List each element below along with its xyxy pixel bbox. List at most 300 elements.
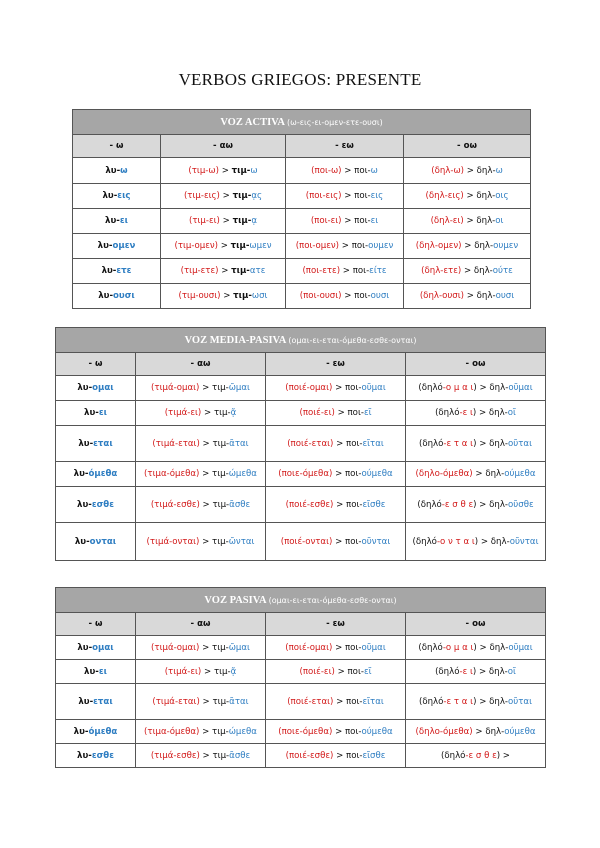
cell-text: (ποιε-όμεθα) — [278, 726, 333, 737]
cell-text: (δηλό — [417, 499, 442, 510]
cell-text: οῦμαι — [361, 642, 386, 653]
table-title — [56, 328, 546, 353]
cell-text: τιμ- — [230, 241, 250, 251]
cell-text: εῖσθε — [362, 750, 386, 761]
table-subtitle: (ω-εις-ει-ομεν-ετε-ουσι) — [287, 117, 383, 127]
table-cell-form — [56, 744, 136, 768]
cell-text: ) > δηλ- — [473, 438, 509, 449]
cell-text: ωμεν — [249, 241, 272, 251]
table-title — [73, 110, 531, 135]
cell-text: (δηλ-ομεν) — [415, 241, 462, 251]
cell-text: -ο μ α ι — [442, 642, 474, 653]
cell-text: ουμεν — [368, 241, 394, 251]
cell-text: ῶμαι — [228, 642, 250, 653]
cell-text: (δηλό — [419, 696, 444, 707]
table-row — [73, 259, 531, 284]
voz-activa-table — [72, 109, 531, 309]
cell-text: ουσι — [113, 291, 135, 301]
cell-text: λυ- — [78, 438, 94, 449]
cell-text: ) > δηλ- — [473, 642, 509, 653]
cell-text: > τιμ- — [199, 536, 229, 547]
cell-text: ῶμαι — [228, 383, 250, 393]
cell-text: > ποι- — [333, 438, 363, 449]
table-cell-form — [56, 523, 136, 561]
cell-text: > ποι- — [332, 383, 362, 393]
cell-text: > ποι- — [334, 666, 364, 677]
cell-text: (ποι-ομεν) — [295, 241, 340, 251]
cell-text: (δηλό — [441, 750, 466, 761]
table-cell-contraction — [286, 284, 404, 309]
cell-text: λυ- — [74, 536, 90, 547]
cell-text: -ε τ α ι — [443, 696, 474, 707]
cell-text: ουσι — [495, 291, 515, 301]
cell-text: ᾳ — [251, 216, 257, 226]
cell-text: (ποιέ-εσθε) — [285, 499, 334, 510]
table-cell-contraction — [161, 184, 286, 209]
cell-text: > ποι- — [341, 291, 371, 301]
cell-text: τιμ- — [233, 291, 252, 301]
cell-text: > — [219, 216, 233, 226]
cell-text: οῦμαι — [508, 642, 533, 653]
table-title-row — [56, 328, 546, 353]
cell-text: οῦνται — [361, 536, 391, 547]
table-cell-contraction — [161, 209, 286, 234]
page-title: VERBOS GRIEGOS: PRESENTE — [178, 70, 422, 89]
cell-text: > ποι- — [340, 266, 370, 276]
table-cell-form — [73, 158, 161, 184]
cell-text: οῦμαι — [508, 383, 533, 393]
table-cell-contraction — [406, 744, 546, 768]
cell-text: (τιμ-ουσι) — [178, 291, 221, 301]
table-cell-contraction — [266, 426, 406, 462]
cell-text: (ποιέ-ει) — [299, 408, 335, 418]
cell-text: ω — [495, 165, 503, 176]
cell-text: ᾶται — [229, 696, 249, 707]
cell-text: όμεθα — [88, 469, 118, 479]
cell-text: (δηλ-εις) — [425, 191, 464, 201]
table-cell-form — [56, 684, 136, 720]
table-cell-form — [56, 401, 136, 426]
cell-text: > δηλ- — [463, 191, 496, 201]
table-row — [56, 462, 546, 487]
cell-text: λυ- — [105, 216, 120, 226]
column-header: - οω — [404, 135, 531, 158]
cell-text: λυ- — [77, 383, 93, 393]
cell-text: οῦνται — [509, 536, 539, 547]
cell-text: ομεν — [112, 241, 136, 251]
cell-text: εις — [370, 191, 384, 201]
table-subtitle: (ομαι-ει-εται-όμεθα-εσθε-ονται) — [268, 595, 397, 605]
cell-text: (δηλο-όμεθα) — [415, 726, 473, 737]
cell-text: λυ- — [102, 191, 118, 201]
column-header: - οω — [406, 613, 546, 636]
table-cell-contraction — [406, 376, 546, 401]
cell-text: ονται — [89, 536, 117, 547]
table-cell-form — [56, 462, 136, 487]
cell-text: ) > — [496, 750, 511, 761]
table-cell-contraction — [266, 744, 406, 768]
cell-text: (ποιέ-εσθε) — [285, 750, 334, 761]
table-cell-contraction — [406, 636, 546, 660]
table-cell-contraction — [406, 401, 546, 426]
cell-text: ουμεν — [493, 241, 519, 251]
cell-text: (δηλο-όμεθα) — [415, 469, 473, 479]
cell-text: οῖ — [507, 666, 516, 677]
cell-text: > τιμ- — [199, 499, 230, 510]
cell-text: -ε ι — [459, 408, 473, 418]
table-cell-contraction — [266, 376, 406, 401]
table-row — [56, 401, 546, 426]
table-cell-form — [73, 184, 161, 209]
table-cell-contraction — [406, 426, 546, 462]
cell-text: ᾶται — [229, 438, 249, 449]
table-cell-contraction — [286, 158, 404, 184]
cell-text: ομαι — [92, 383, 114, 393]
column-header: - αω — [161, 135, 286, 158]
table-cell-contraction — [404, 209, 531, 234]
cell-text: (ποι-εις) — [305, 191, 342, 201]
table-cell-contraction — [406, 720, 546, 744]
cell-text: (δηλ-ουσι) — [419, 291, 465, 301]
cell-text: ωσι — [251, 291, 268, 301]
table-cell-contraction — [286, 234, 404, 259]
cell-text: -ε σ θ ε — [465, 750, 497, 761]
cell-text: (τιμά-εται) — [152, 696, 200, 707]
cell-text: ετε — [116, 266, 132, 276]
table-cell-contraction — [266, 720, 406, 744]
cell-text: > — [219, 191, 233, 201]
cell-text: (τιμά-ει) — [164, 408, 202, 418]
cell-text: τιμ- — [232, 216, 252, 226]
cell-text: ᾷ — [230, 666, 237, 677]
cell-text: λυ- — [98, 291, 114, 301]
table-header-row — [56, 353, 546, 376]
column-header: - ω — [73, 135, 161, 158]
table-cell-form — [73, 234, 161, 259]
cell-text: > ποι- — [332, 469, 362, 479]
cell-text: εται — [93, 696, 113, 707]
cell-text: (δηλό — [435, 666, 460, 677]
cell-text: (δηλό — [412, 536, 437, 547]
table-cell-contraction — [266, 523, 406, 561]
cell-text: λυ- — [101, 266, 117, 276]
table-cell-contraction — [266, 487, 406, 523]
cell-text: (τιμά-ονται) — [146, 536, 200, 547]
table-title-row — [73, 110, 531, 135]
cell-text: > τιμ- — [199, 750, 230, 761]
cell-text: -ε σ θ ε — [441, 499, 474, 510]
table-cell-contraction — [161, 234, 286, 259]
table-cell-contraction — [136, 744, 266, 768]
cell-text: > δηλ- — [464, 165, 496, 176]
table-cell-contraction — [161, 158, 286, 184]
cell-text: > δηλ- — [461, 266, 493, 276]
cell-text: > — [218, 241, 231, 251]
cell-text: λυ- — [84, 666, 99, 677]
cell-text: ω — [370, 165, 378, 176]
table-row — [56, 744, 546, 768]
table-title-text: VOZ PASIVA — [204, 594, 266, 606]
cell-text: > ποι- — [333, 499, 363, 510]
cell-text: τιμ- — [232, 191, 252, 201]
cell-text: (ποιέ-ονται) — [280, 536, 333, 547]
cell-text: (δηλό — [418, 383, 443, 393]
cell-text: ᾶσθε — [229, 750, 251, 761]
cell-text: -ο μ α ι — [442, 383, 474, 393]
table-cell-contraction — [136, 426, 266, 462]
cell-text: λυ- — [77, 499, 92, 510]
cell-text: > τιμ- — [199, 696, 230, 707]
cell-text: λυ- — [105, 165, 121, 176]
cell-text: > τιμ- — [201, 408, 231, 418]
cell-text: > ποι- — [332, 536, 362, 547]
cell-text: ούμεθα — [361, 469, 393, 479]
table-cell-contraction — [136, 462, 266, 487]
cell-text: ει — [119, 216, 128, 226]
cell-text: > τιμ- — [199, 438, 230, 449]
table-cell-contraction — [161, 259, 286, 284]
column-header: - εω — [286, 135, 404, 158]
table-cell-contraction — [404, 184, 531, 209]
table-cell-contraction — [286, 209, 404, 234]
cell-text: εῖται — [362, 438, 384, 449]
table-subtitle: (ομαι-ει-εται-όμεθα-εσθε-ονται) — [288, 335, 417, 345]
cell-text: ) > δηλ- — [473, 696, 509, 707]
table-row — [73, 184, 531, 209]
table-cell-contraction — [136, 636, 266, 660]
cell-text: > τιμ- — [199, 469, 229, 479]
table-cell-contraction — [406, 660, 546, 684]
cell-text: -ε τ α ι — [443, 438, 474, 449]
cell-text: (τιμ-εις) — [183, 191, 220, 201]
cell-text: (ποι-ω) — [311, 165, 342, 176]
table-cell-form — [73, 259, 161, 284]
cell-text: ω — [250, 165, 258, 176]
cell-text: (τιμα-όμεθα) — [144, 726, 200, 737]
table-cell-contraction — [286, 259, 404, 284]
cell-text: > — [218, 165, 232, 176]
cell-text: λυ- — [77, 750, 92, 761]
cell-text: -ο ν τ α ι — [436, 536, 475, 547]
cell-text: (ποιέ-εται) — [287, 438, 334, 449]
table-cell-contraction — [136, 523, 266, 561]
cell-text: ούμεθα — [504, 726, 536, 737]
cell-text: εται — [93, 438, 113, 449]
cell-text: > — [220, 291, 234, 301]
cell-text: εῖ — [363, 408, 372, 418]
cell-text: (τιμ-ει) — [189, 216, 220, 226]
cell-text: ω — [120, 165, 128, 176]
table-cell-form — [56, 720, 136, 744]
cell-text: ) > δηλ- — [473, 383, 509, 393]
table-row — [56, 376, 546, 401]
cell-text: ) > δηλ- — [472, 666, 508, 677]
cell-text: > δηλ- — [463, 216, 496, 226]
table-row — [73, 158, 531, 184]
table-title — [56, 588, 546, 613]
cell-text: λυ- — [84, 408, 99, 418]
cell-text: (τιμά-ομαι) — [151, 383, 200, 393]
table-title-text: VOZ ACTIVA — [220, 116, 285, 128]
cell-text: > δηλ- — [472, 469, 505, 479]
cell-text: (τιμ-ω) — [188, 165, 219, 176]
cell-text: (δηλό — [419, 438, 444, 449]
cell-text: (τιμ-ετε) — [180, 266, 219, 276]
cell-text: (τιμά-εσθε) — [150, 750, 200, 761]
table-cell-contraction — [266, 684, 406, 720]
table-title-text: VOZ MEDIA-PASIVA — [184, 334, 286, 346]
cell-text: (τιμα-όμεθα) — [144, 469, 200, 479]
cell-text: > ποι- — [339, 241, 369, 251]
cell-text: ) > δηλ- — [474, 536, 510, 547]
cell-text: οις — [495, 191, 509, 201]
table-cell-contraction — [286, 184, 404, 209]
cell-text: (δηλ-ει) — [430, 216, 464, 226]
table-cell-contraction — [266, 462, 406, 487]
cell-text: (ποιέ-ει) — [299, 666, 335, 677]
table-header-row — [73, 135, 531, 158]
cell-text: (δηλό — [418, 642, 443, 653]
cell-text: εσθε — [91, 499, 114, 510]
cell-text: > τιμ- — [199, 642, 229, 653]
table-cell-contraction — [161, 284, 286, 309]
cell-text: ᾷ — [230, 408, 237, 418]
cell-text: λυ- — [78, 696, 94, 707]
column-header: - αω — [136, 353, 266, 376]
table-cell-contraction — [404, 158, 531, 184]
cell-text: λυ- — [97, 241, 113, 251]
cell-text: > ποι- — [332, 726, 362, 737]
column-header: - ω — [56, 613, 136, 636]
table-cell-contraction — [136, 720, 266, 744]
cell-text: (τιμ-ομεν) — [174, 241, 218, 251]
cell-text: (ποι-ει) — [310, 216, 342, 226]
table-row — [56, 720, 546, 744]
table-row — [56, 684, 546, 720]
cell-text: > ποι- — [333, 696, 363, 707]
cell-text: ώμεθα — [228, 469, 257, 479]
cell-text: > ποι- — [334, 408, 364, 418]
table-cell-contraction — [404, 259, 531, 284]
column-header: - εω — [266, 353, 406, 376]
table-cell-form — [56, 636, 136, 660]
cell-text: ουσι — [370, 291, 390, 301]
voz-pasiva-table — [55, 587, 546, 768]
cell-text: εις — [117, 191, 131, 201]
table-row — [73, 209, 531, 234]
cell-text: (τιμά-εσθε) — [150, 499, 200, 510]
cell-text: > ποι- — [341, 216, 371, 226]
cell-text: λυ- — [73, 469, 89, 479]
voz-media-pasiva-table — [55, 327, 546, 561]
table-cell-contraction — [404, 284, 531, 309]
column-header: - εω — [266, 613, 406, 636]
cell-text: τιμ- — [231, 266, 250, 276]
cell-text: > δηλ- — [464, 291, 496, 301]
cell-text: (ποιέ-ομαι) — [285, 642, 333, 653]
cell-text: > τιμ- — [199, 383, 229, 393]
cell-text: ούμεθα — [361, 726, 393, 737]
table-row — [73, 234, 531, 259]
cell-text: οῦται — [508, 438, 533, 449]
table-row — [56, 660, 546, 684]
cell-text: ᾳς — [251, 191, 263, 201]
cell-text: εῖ — [363, 666, 372, 677]
cell-text: (τιμά-ει) — [164, 666, 202, 677]
cell-text: ει — [370, 216, 379, 226]
table-cell-contraction — [266, 401, 406, 426]
table-cell-form — [73, 209, 161, 234]
table-header-row — [56, 613, 546, 636]
cell-text: > — [218, 266, 232, 276]
cell-text: ῶνται — [228, 536, 255, 547]
column-header: - αω — [136, 613, 266, 636]
table-cell-contraction — [406, 523, 546, 561]
cell-text: (ποιέ-ομαι) — [285, 383, 333, 393]
cell-text: ατε — [249, 266, 266, 276]
cell-text: (ποιε-όμεθα) — [278, 469, 333, 479]
table-cell-contraction — [404, 234, 531, 259]
table-cell-contraction — [136, 660, 266, 684]
cell-text: ώμεθα — [228, 726, 257, 737]
table-cell-contraction — [136, 376, 266, 401]
cell-text: όμεθα — [88, 726, 118, 737]
table-cell-form — [56, 487, 136, 523]
cell-text: > ποι- — [333, 750, 363, 761]
table-cell-contraction — [136, 684, 266, 720]
table-cell-form — [56, 376, 136, 401]
cell-text: > τιμ- — [201, 666, 231, 677]
cell-text: ) > δηλ- — [472, 408, 508, 418]
table-cell-contraction — [406, 487, 546, 523]
cell-text: ᾶσθε — [229, 499, 251, 510]
cell-text: οῦσθε — [508, 499, 534, 510]
table-row — [73, 284, 531, 309]
cell-text: ει — [98, 666, 107, 677]
cell-text: -ε ι — [459, 666, 473, 677]
table-cell-form — [56, 660, 136, 684]
table-title-row — [56, 588, 546, 613]
cell-text: ει — [98, 408, 107, 418]
table-cell-contraction — [266, 660, 406, 684]
cell-text: είτε — [369, 266, 387, 276]
cell-text: (δηλ-ετε) — [421, 266, 462, 276]
cell-text: εσθε — [91, 750, 114, 761]
cell-text: (ποι-ουσι) — [299, 291, 342, 301]
cell-text: λυ- — [77, 642, 93, 653]
cell-text: ούτε — [492, 266, 513, 276]
cell-text: > ποι- — [341, 165, 371, 176]
cell-text: (δηλ-ω) — [431, 165, 465, 176]
cell-text: > ποι- — [332, 642, 362, 653]
table-cell-contraction — [266, 636, 406, 660]
table-row — [56, 487, 546, 523]
cell-text: (τιμά-εται) — [152, 438, 200, 449]
cell-text: εῖται — [362, 696, 384, 707]
cell-text: (δηλό — [435, 408, 460, 418]
cell-text: (ποιέ-εται) — [287, 696, 334, 707]
cell-text: ούμεθα — [504, 469, 536, 479]
table-cell-contraction — [136, 487, 266, 523]
cell-text: οῦμαι — [361, 383, 386, 393]
cell-text: οι — [495, 216, 504, 226]
cell-text: (τιμά-ομαι) — [151, 642, 200, 653]
cell-text: οῖ — [507, 408, 516, 418]
table-row — [56, 636, 546, 660]
cell-text: εῖσθε — [362, 499, 386, 510]
cell-text: (ποι-ετε) — [302, 266, 341, 276]
table-cell-form — [73, 284, 161, 309]
